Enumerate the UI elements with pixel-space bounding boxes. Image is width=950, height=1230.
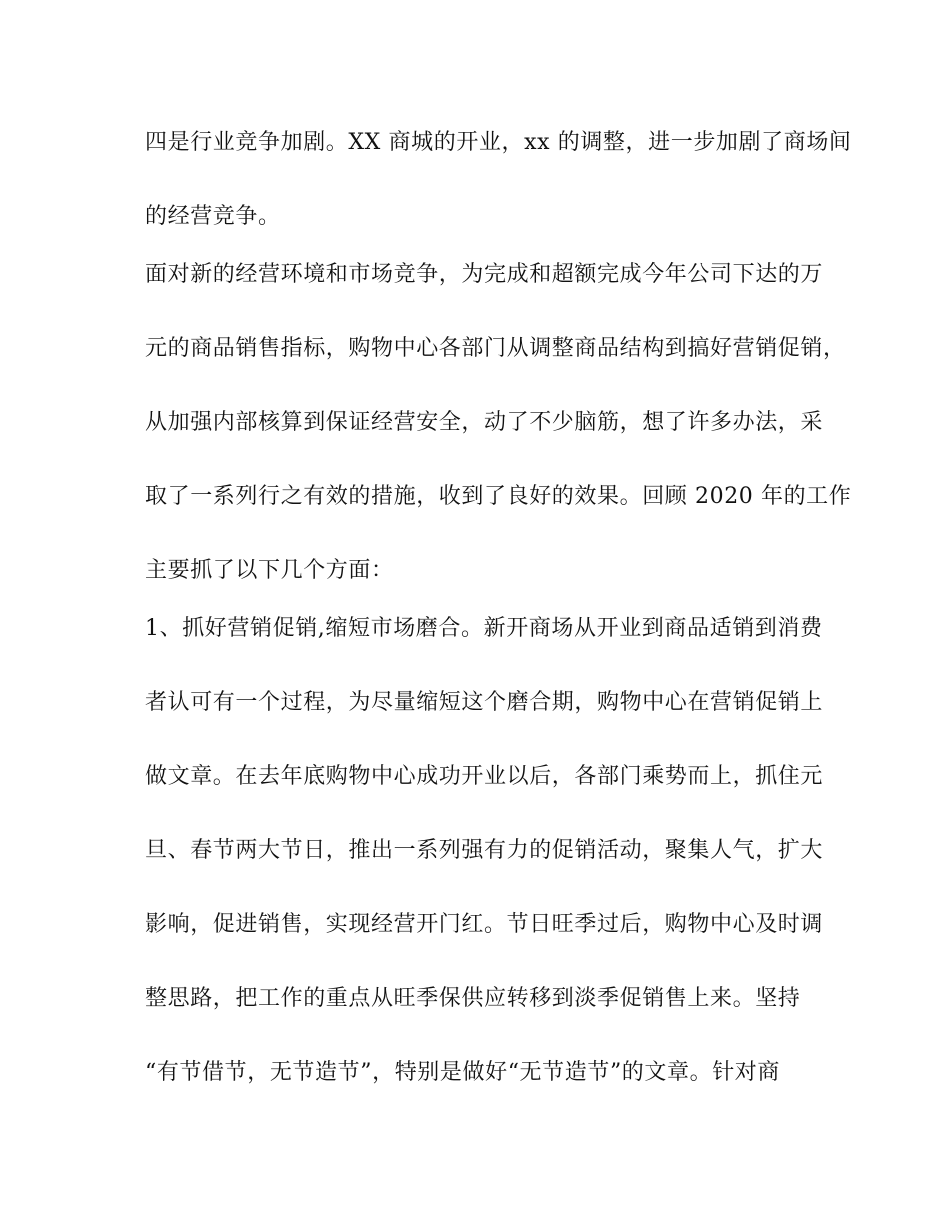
text-line: “有节借节，无节造节”，特别是做好“无节造节”的文章。针对商 (145, 1060, 780, 1085)
text-line: 元的商品销售指标，购物中心各部门从调整商品结构到搞好营销促销， (145, 336, 846, 361)
text-line: 从加强内部核算到保证经营安全，动了不少脑筋，想了许多办法，采 (145, 410, 824, 435)
text-line: 四是行业竞争加剧。XX 商城的开业，xx 的调整，进一步加剧了商场间 (145, 130, 852, 155)
text-line: 旦、春节两大节日，推出一系列强有力的促销活动，聚集人气，扩大 (145, 838, 824, 863)
text-line: 取了一系列行之有效的措施，收到了良好的效果。回顾 2020 年的工作 (145, 484, 852, 509)
text-line: 者认可有一个过程，为尽量缩短这个磨合期，购物中心在营销促销上 (145, 690, 824, 715)
text-line: 1、抓好营销促销,缩短市场磨合。新开商场从开业到商品适销到消费 (145, 616, 823, 641)
text-line: 整思路，把工作的重点从旺季保供应转移到淡季促销售上来。坚持 (145, 986, 801, 1011)
text-line: 的经营竞争。 (145, 204, 281, 229)
text-line: 主要抓了以下几个方面： (145, 558, 394, 583)
text-line: 影响，促进销售，实现经营开门红。节日旺季过后，购物中心及时调 (145, 912, 824, 937)
text-line: 面对新的经营环境和市场竞争，为完成和超额完成今年公司下达的万 (145, 262, 824, 287)
text-line: 做文章。在去年底购物中心成功开业以后，各部门乘势而上，抓住元 (145, 764, 824, 789)
